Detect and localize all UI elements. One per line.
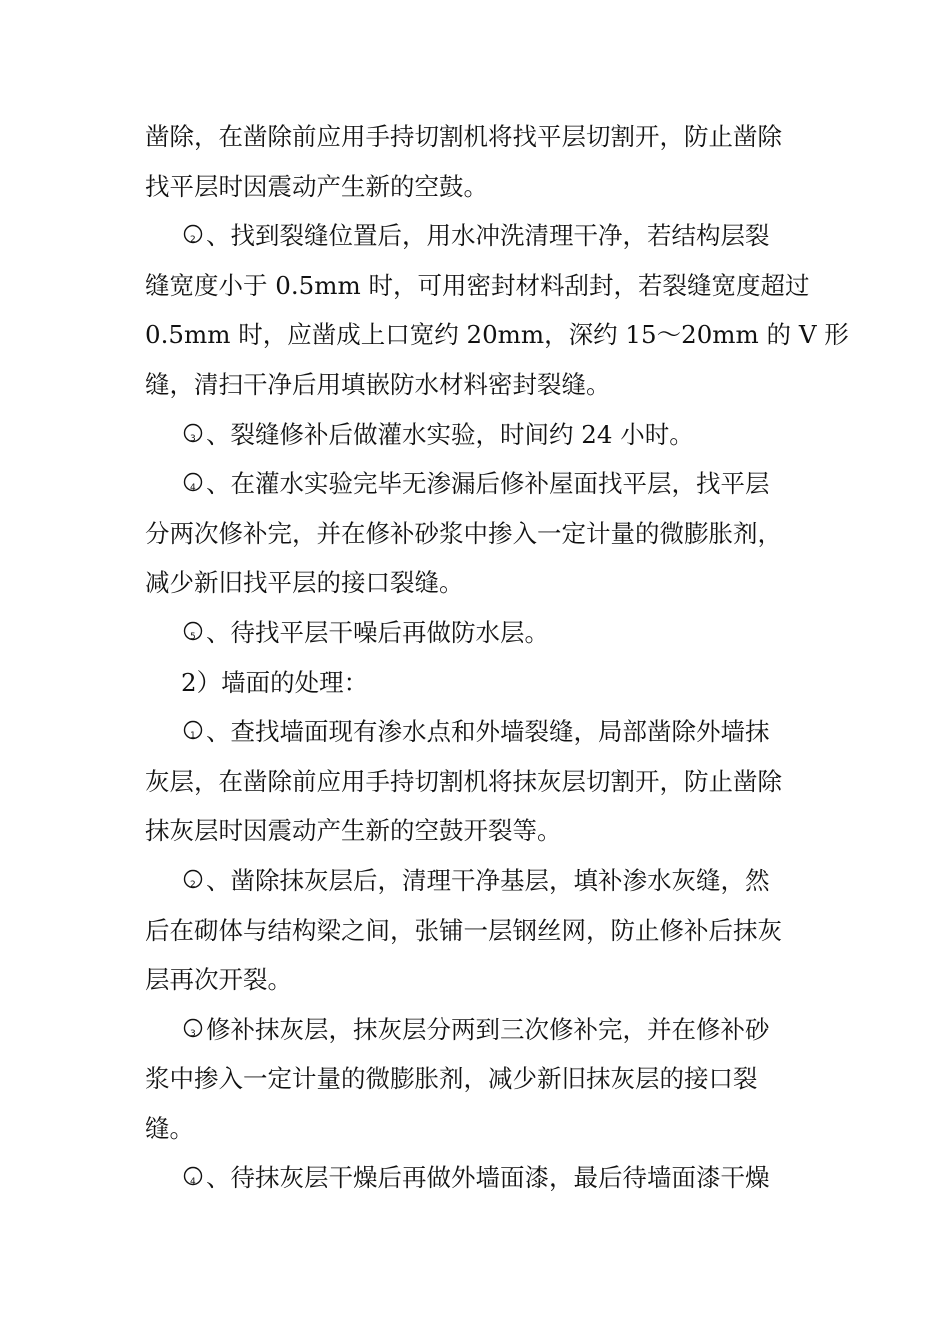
circled-number-icon	[181, 223, 205, 247]
marker-number: 3	[190, 433, 196, 444]
marker-number: 2	[190, 235, 196, 246]
line-text: 抹灰层时因震动产生新的空鼓开裂等。	[145, 816, 562, 846]
marker-number: 5	[190, 631, 196, 642]
circled-number-icon	[181, 471, 205, 495]
text-line	[145, 162, 820, 212]
text-line	[145, 856, 820, 906]
text-line	[145, 707, 820, 757]
text-line	[145, 261, 820, 311]
line-text: 缝，清扫干净后用填嵌防水材料密封裂缝。	[145, 369, 611, 399]
text-line	[145, 459, 820, 509]
circled-number-icon	[181, 422, 205, 446]
circled-number-icon	[181, 1017, 205, 1041]
text-line	[145, 310, 849, 360]
marker-number: 4	[190, 1177, 196, 1188]
line-text: 、查找墙面现有渗水点和外墙裂缝，局部凿除外墙抹	[206, 717, 770, 747]
line-text: 后在砌体与结构梁之间，张铺一层钢丝网，防止修补后抹灰	[145, 915, 782, 945]
text-line	[145, 608, 820, 658]
line-text: 找平层时因震动产生新的空鼓。	[145, 171, 488, 201]
text-line	[145, 211, 820, 261]
text-line	[145, 360, 820, 410]
text-line	[145, 955, 820, 1005]
line-text: 分两次修补完，并在修补砂浆中掺入一定计量的微膨胀剂，	[145, 518, 782, 548]
line-text: 浆中掺入一定计量的微膨胀剂，减少新旧抹灰层的接口裂	[145, 1064, 758, 1094]
line-text: 修补抹灰层，抹灰层分两到三次修补完，并在修补砂	[206, 1014, 770, 1044]
line-text: 缝。	[145, 1113, 194, 1143]
document-body	[145, 112, 849, 1203]
text-line	[145, 112, 820, 162]
text-line	[145, 509, 820, 559]
circled-number-icon	[181, 620, 205, 644]
marker-number: 1	[190, 731, 196, 742]
line-text: 、待找平层干噪后再做防水层。	[206, 617, 549, 647]
text-line	[145, 1153, 820, 1203]
text-line	[145, 906, 820, 956]
line-text: 、找到裂缝位置后，用水冲洗清理干净，若结构层裂	[206, 221, 770, 251]
text-line	[145, 1005, 820, 1055]
text-line	[145, 410, 820, 460]
text-line	[145, 757, 820, 807]
marker-number: 3	[190, 1028, 196, 1039]
line-text: 灰层，在凿除前应用手持切割机将抹灰层切割开，防止凿除	[145, 766, 782, 796]
line-text: 减少新旧找平层的接口裂缝。	[145, 568, 464, 598]
text-line	[145, 658, 820, 708]
text-line	[145, 806, 820, 856]
text-line	[145, 1104, 820, 1154]
line-text: 、待抹灰层干燥后再做外墙面漆，最后待墙面漆干燥	[206, 1163, 770, 1193]
circled-number-icon	[181, 868, 205, 892]
line-text: 2）墙面的处理：	[181, 667, 369, 697]
text-line	[145, 558, 820, 608]
line-text: 缝宽度小于 0.5mm 时，可用密封材料刮封，若裂缝宽度超过	[145, 270, 810, 300]
marker-number: 4	[190, 483, 196, 494]
line-text: 凿除，在凿除前应用手持切割机将找平层切割开，防止凿除	[145, 122, 782, 151]
line-text: 、在灌水实验完毕无渗漏后修补屋面找平层，找平层	[206, 469, 770, 499]
circled-number-icon	[181, 719, 205, 743]
line-text: 、裂缝修补后做灌水实验，时间约 24 小时。	[206, 419, 694, 449]
text-line	[145, 1054, 820, 1104]
circled-number-icon	[181, 1165, 205, 1189]
line-text: 0.5mm 时，应凿成上口宽约 20mm，深约 15～20mm 的 V 形	[145, 320, 849, 350]
line-text: 层再次开裂。	[145, 965, 292, 995]
line-text: 、凿除抹灰层后，清理干净基层，填补渗水灰缝，然	[206, 865, 770, 895]
marker-number: 2	[190, 879, 196, 890]
